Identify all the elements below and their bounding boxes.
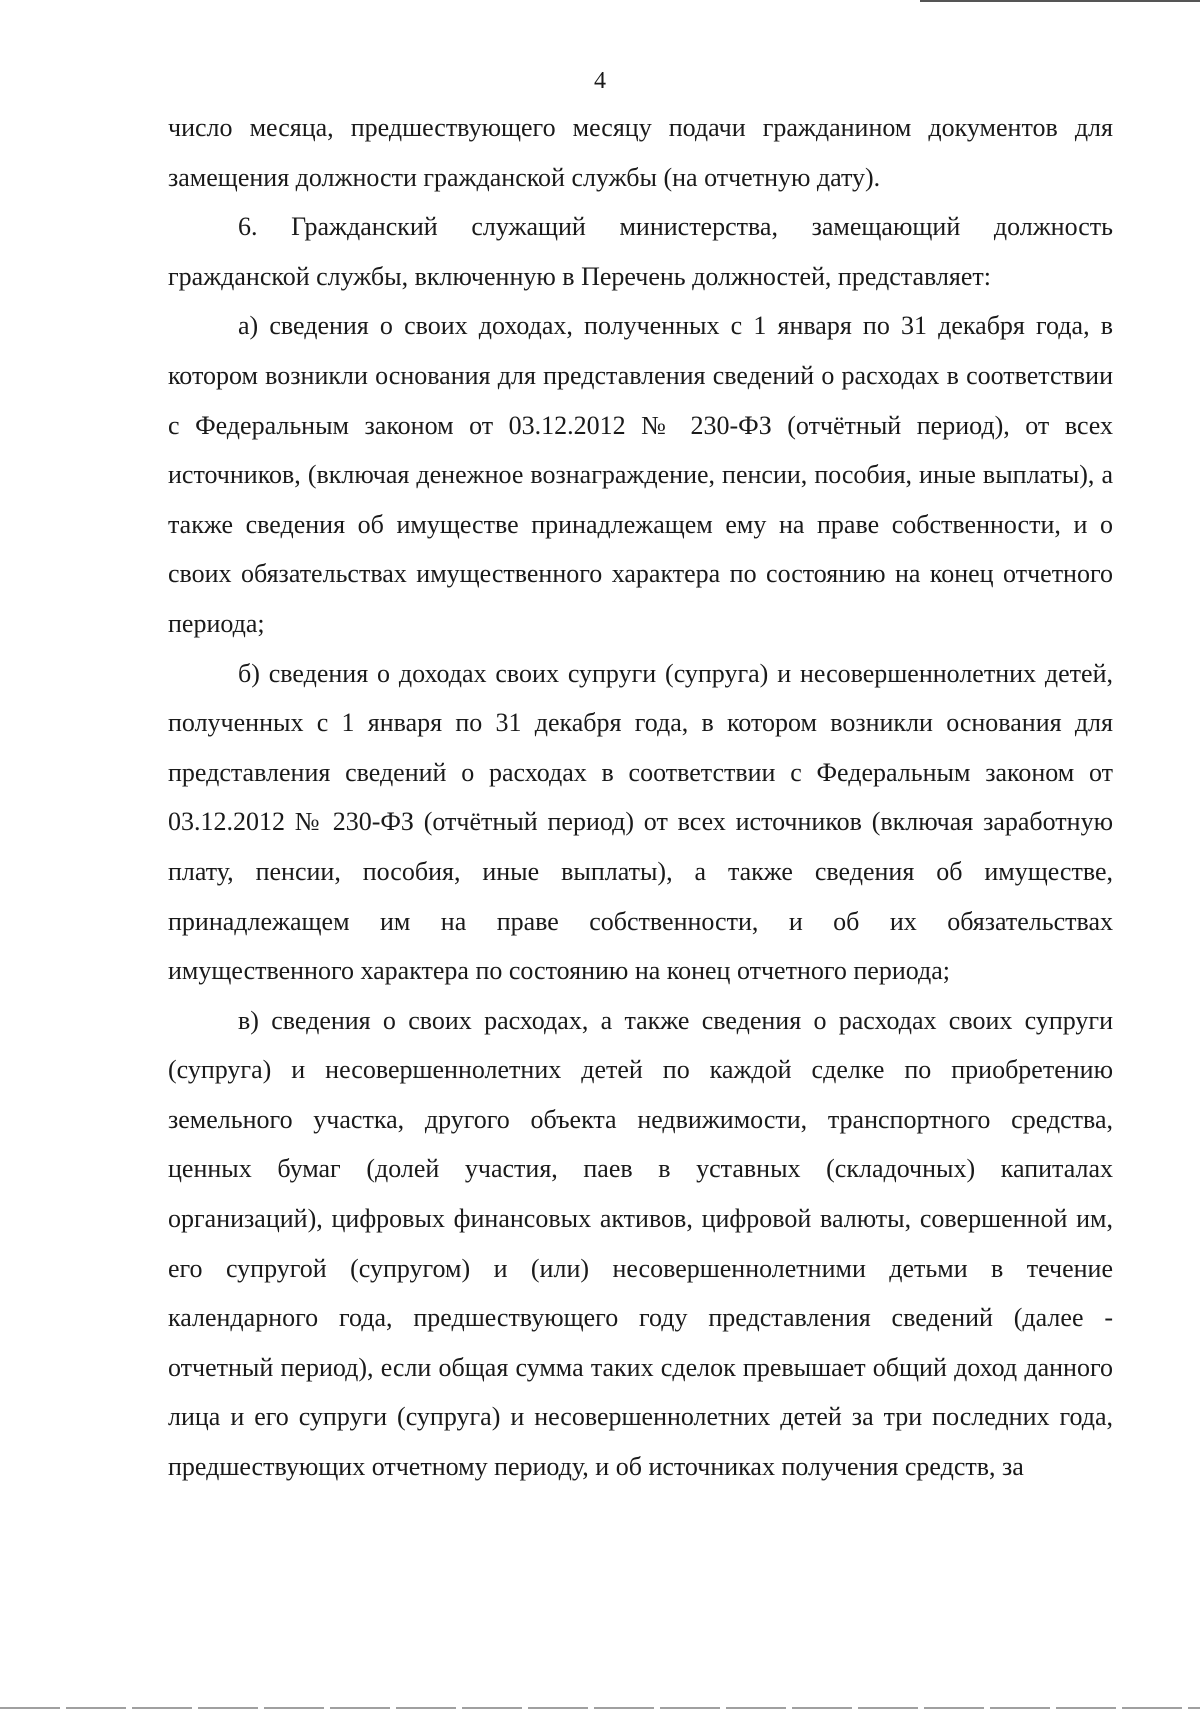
paragraph-item-6: 6. Гражданский служащий министерства, замещающий должность гражданской службы, включенную в Перечень должностей, представляет:	[168, 212, 1113, 291]
scan-edge-top	[920, 0, 1200, 2]
document-body	[168, 103, 1113, 1492]
paragraph-subitem-b: б) сведения о доходах своих супруги (супруга) и несовершеннолетних детей, полученных с 1 января по 31 декабря года, в котором возникли основания для представления сведений о расходах в соответствии с Федеральным законом от 03.12.2012 № 230-ФЗ (отчётный период) от всех источников (включая заработную плату, пенсии, пособия, иные выплаты), а также сведения об имуществе, принадлежащем им на праве собственности, и об их обязательствах имущественного характера по состоянию на конец отчетного периода;	[168, 658, 1113, 986]
paragraph-subitem-v: в) сведения о своих расходах, а также сведения о расходах своих супруги (супруга) и несовершеннолетних детей по каждой сделке по приобретению земельного участка, другого объекта недвижимости, транспортного средства, ценных бумаг (долей участия, паев в уставных (складочных) капиталах организаций), цифровых финансовых активов, цифровой валюты, совершенной им, его супругой (супругом) и (или) несовершеннолетними детьми в течение календарного года, предшествующего году представления сведений (далее - отчетный период), если общая сумма таких сделок превышает общий доход данного лица и его супруги (супруга) и несовершеннолетних детей за три последних года, предшествующих отчетному периоду, и об источниках получения средств, за	[168, 1005, 1113, 1482]
paragraph-continuation: число месяца, предшествующего месяцу подачи гражданином документов для замещения должности гражданской службы (на отчетную дату).	[168, 113, 1113, 192]
paragraph-subitem-a: а) сведения о своих доходах, полученных с 1 января по 31 декабря года, в котором возникли основания для представления сведений о расходах в соответствии с Федеральным законом от 03.12.2012 № 230-ФЗ (отчётный период), от всех источников, (включая денежное вознаграждение, пенсии, пособия, иные выплаты), а также сведения об имуществе принадлежащем ему на праве собственности, и о своих обязательствах имущественного характера по состоянию на конец отчетного периода;	[168, 311, 1113, 638]
scan-edge-bottom	[0, 1707, 1200, 1709]
page-number: 4	[594, 68, 606, 94]
